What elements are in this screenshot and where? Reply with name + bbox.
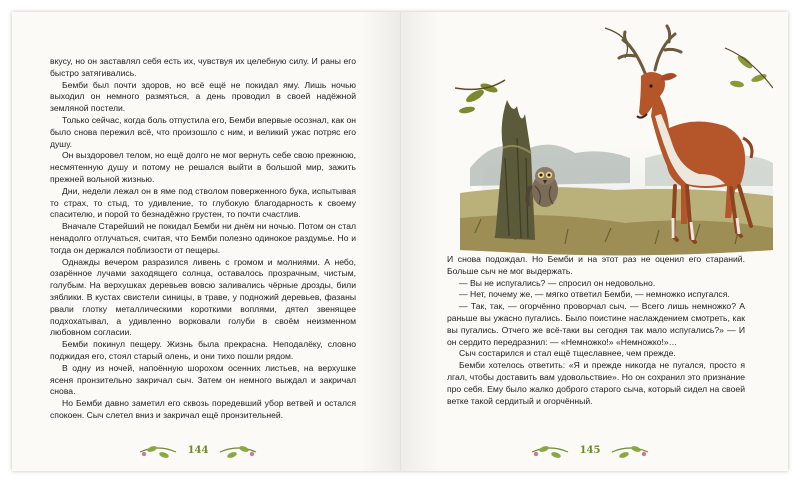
left-paragraph: Но Бемби давно заметил его сквозь поредевший убор ветвей и остался спокоен. Сыч слетел вниз и закричал ещё пронзительней. (50, 398, 356, 420)
right-paragraph: Бемби хотелось ответить: «Я и прежде никогда не пугался, просто я лгал, чтобы доставить вам удовольствие». Но он сохранил это признание про себя. Ему было жалко доброго старого сыча, который сидел на своей ветке такой сердитый и огорчённый. (447, 360, 745, 406)
left-paragraph: Дни, недели лежал он в яме под стволом поверженного бука, испытывая то страх, то стыд, то удивление, то глубокую благодарность к своему спасителю, и порой то безнадёжно грустен, то почти счастлив. (50, 185, 356, 220)
left-paragraph: Бемби покинул пещеру. Жизнь была прекрасна. Неподалёку, словно поджидая его, стоял старый олень, и они тихо пошли рядом. (50, 339, 356, 361)
left-paragraph: Однажды вечером разразился ливень с громом и молниями. А небо, озарённое лучами заходящего солнца, оставалось прозрачным, чистым, голубым. На верхушках деревьев вовсю заливались чёрные дрозды, били зяблики. В кустах свистели синицы, в траве, у подножий деревьев, фазаны рвали глотку металлическими короткими воплями, дятел звенящее подхохатывал, а удивленно ворковали голуби в своём неизменном любовном согласии. (50, 256, 356, 338)
page-number: 144 (187, 445, 209, 456)
left-paragraph: вкусу, но он заставлял себя есть их, чувствуя их целебную силу. И раны его быстро затягивались. (50, 56, 356, 78)
left-paragraph: Вначале Старейший не покидал Бемби ни днём ни ночью. Потом он стал ненадолго отлучаться, считая, что Бемби полезно одинокое раздумье. Но и тогда он держался поблизости от пещеры. (50, 221, 356, 255)
left-paragraph: Только сейчас, когда боль отпустила его, Бемби впервые осознал, как он было снова пережил всё, что произошло с ним, и великий ужас потряс его душу. (50, 114, 356, 149)
stag-and-owl-illustration (455, 18, 773, 258)
left-paragraph: Бемби был почти здоров, но всё ещё не покидал яму. Лишь ночью выходил он немного размяться, а день проводил в своей надёжной земляной постели. (50, 79, 356, 114)
page-number-left (138, 440, 258, 464)
left-paragraph: Он выздоровел телом, но ещё долго не мог вернуть себе свою прежнюю, несмятенную душу и потому не решался выйти в большой мир, зажить прежней вольной жизнью. (50, 150, 356, 184)
right-paragraph: — Вы не испугались? — спросил он недовольно. (459, 277, 656, 288)
page-number-right (530, 440, 650, 464)
left-page-text (50, 56, 356, 422)
gutter-shadow-left (360, 12, 400, 471)
right-page-text (447, 254, 745, 407)
left-paragraph: В одну из ночей, напоённую шорохом осенних листьев, на верхушке ясеня пронзительно закричал сыч. Затем он немного выждал и закричал снова. (50, 362, 356, 397)
gutter-shadow-right (401, 12, 441, 471)
right-paragraph: — Так, так, — огорчённо проворчал сыч. — Всего лишь немножко? А раньше вы ужасно пугались. Было поистине наслаждением смотреть, как вы пугались. Отчего же всё-таки вы сегодня так мало испугались?» — И он сердито передразнил: — «Немножко!» «Немножко!»… (447, 301, 745, 347)
right-paragraph: И снова подождал. Но Бемби и на этот раз не оценил его стараний. Больше сыч не мог выдержать. (447, 254, 745, 276)
page-number: 145 (579, 445, 601, 456)
right-paragraph: Сыч состарился и стал ещё тщеславнее, чем прежде. (459, 348, 676, 359)
right-paragraph: — Нет, почему же, — мягко ответил Бемби, — немножко испугался. (459, 289, 730, 300)
